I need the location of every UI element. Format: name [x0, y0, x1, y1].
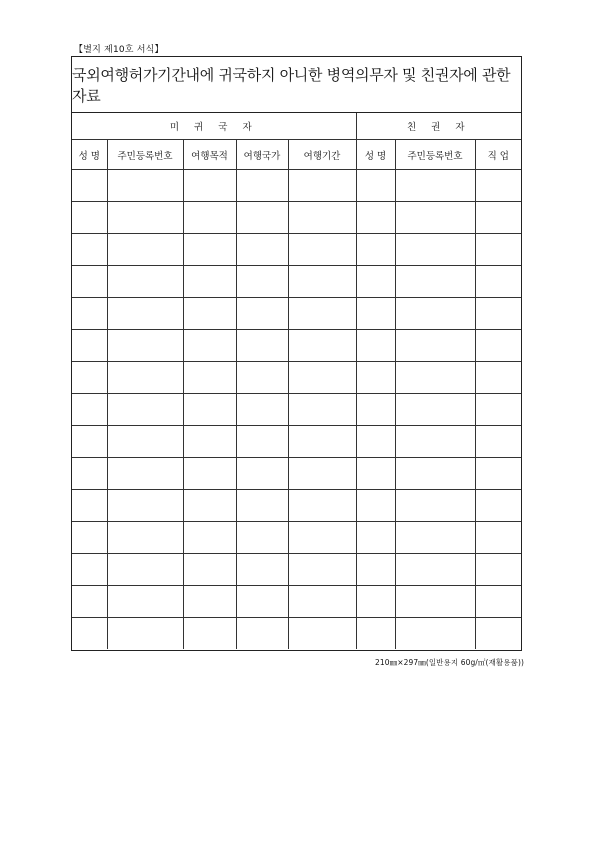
cell-name[interactable] — [72, 330, 107, 362]
cell-occupation[interactable] — [475, 618, 521, 650]
cell-guardian-name[interactable] — [356, 234, 395, 266]
table-row — [72, 330, 521, 362]
cell-guardian-name[interactable] — [356, 522, 395, 554]
cell-name[interactable] — [72, 618, 107, 650]
cell-resident-number[interactable] — [107, 266, 183, 298]
cell-guardian-resident-number[interactable] — [395, 234, 475, 266]
table-row — [72, 362, 521, 394]
cell-travel-period[interactable] — [288, 394, 356, 426]
cell-name[interactable] — [72, 362, 107, 394]
cell-guardian-resident-number[interactable] — [395, 522, 475, 554]
cell-travel-period[interactable] — [288, 618, 356, 650]
col-header-resident-number: 주민등록번호 — [107, 140, 183, 170]
table-row — [72, 234, 521, 266]
column-header-row — [72, 140, 521, 170]
cell-name[interactable] — [72, 554, 107, 586]
cell-guardian-resident-number[interactable] — [395, 170, 475, 202]
cell-resident-number[interactable] — [107, 362, 183, 394]
cell-resident-number[interactable] — [107, 618, 183, 650]
cell-name[interactable] — [72, 458, 107, 490]
table-row — [72, 458, 521, 490]
cell-occupation[interactable] — [475, 298, 521, 330]
cell-travel-purpose[interactable] — [183, 394, 236, 426]
cell-resident-number[interactable] — [107, 298, 183, 330]
cell-travel-period[interactable] — [288, 266, 356, 298]
cell-resident-number[interactable] — [107, 330, 183, 362]
col-header-travel-period: 여행기간 — [288, 140, 356, 170]
cell-travel-country[interactable] — [236, 362, 288, 394]
cell-occupation[interactable] — [475, 330, 521, 362]
table-row — [72, 490, 521, 522]
cell-guardian-name[interactable] — [356, 458, 395, 490]
cell-occupation[interactable] — [475, 170, 521, 202]
cell-occupation[interactable] — [475, 522, 521, 554]
cell-travel-purpose[interactable] — [183, 490, 236, 522]
cell-occupation[interactable] — [475, 266, 521, 298]
cell-name[interactable] — [72, 394, 107, 426]
cell-travel-purpose[interactable] — [183, 618, 236, 650]
cell-travel-period[interactable] — [288, 234, 356, 266]
cell-occupation[interactable] — [475, 362, 521, 394]
cell-guardian-name[interactable] — [356, 426, 395, 458]
cell-guardian-name[interactable] — [356, 202, 395, 234]
cell-travel-period[interactable] — [288, 458, 356, 490]
col-header-name: 성 명 — [72, 140, 107, 170]
table-row — [72, 202, 521, 234]
cell-travel-period[interactable] — [288, 586, 356, 618]
cell-travel-period[interactable] — [288, 170, 356, 202]
cell-resident-number[interactable] — [107, 394, 183, 426]
cell-travel-country[interactable] — [236, 234, 288, 266]
cell-occupation[interactable] — [475, 394, 521, 426]
cell-occupation[interactable] — [475, 426, 521, 458]
cell-guardian-resident-number[interactable] — [395, 458, 475, 490]
cell-travel-purpose[interactable] — [183, 202, 236, 234]
cell-name[interactable] — [72, 522, 107, 554]
cell-guardian-name[interactable] — [356, 330, 395, 362]
cell-guardian-name[interactable] — [356, 170, 395, 202]
cell-occupation[interactable] — [475, 234, 521, 266]
table-row — [72, 394, 521, 426]
cell-resident-number[interactable] — [107, 234, 183, 266]
cell-travel-purpose[interactable] — [183, 522, 236, 554]
cell-name[interactable] — [72, 298, 107, 330]
table-row — [72, 586, 521, 618]
cell-travel-purpose[interactable] — [183, 426, 236, 458]
col-header-guardian-resident-number: 주민등록번호 — [395, 140, 475, 170]
cell-travel-purpose[interactable] — [183, 234, 236, 266]
table-row — [72, 522, 521, 554]
group-header-unreturned: 미 귀 국 자 — [72, 113, 356, 140]
data-table — [72, 113, 521, 649]
table-row — [72, 298, 521, 330]
cell-occupation[interactable] — [475, 202, 521, 234]
cell-guardian-resident-number[interactable] — [395, 426, 475, 458]
cell-resident-number[interactable] — [107, 202, 183, 234]
cell-name[interactable] — [72, 586, 107, 618]
cell-travel-country[interactable] — [236, 490, 288, 522]
paper-spec-footer: 210㎜×297㎜(일반용지 60g/㎡(재활용품)) — [375, 658, 524, 667]
group-header-guardian: 친 권 자 — [356, 113, 521, 140]
form-title: 국외여행허가기간내에 귀국하지 아니한 병역의무자 및 친권자에 관한 자료 — [72, 57, 521, 113]
cell-name[interactable] — [72, 426, 107, 458]
form-sheet — [71, 56, 522, 651]
cell-guardian-name[interactable] — [356, 298, 395, 330]
cell-guardian-resident-number[interactable] — [395, 490, 475, 522]
cell-guardian-name[interactable] — [356, 586, 395, 618]
cell-guardian-name[interactable] — [356, 490, 395, 522]
cell-guardian-name[interactable] — [356, 554, 395, 586]
cell-travel-country[interactable] — [236, 298, 288, 330]
group-header-row — [72, 113, 521, 140]
cell-resident-number[interactable] — [107, 586, 183, 618]
cell-travel-purpose[interactable] — [183, 458, 236, 490]
cell-travel-country[interactable] — [236, 394, 288, 426]
cell-travel-country[interactable] — [236, 170, 288, 202]
table-row — [72, 618, 521, 650]
cell-travel-country[interactable] — [236, 266, 288, 298]
cell-guardian-resident-number[interactable] — [395, 266, 475, 298]
cell-name[interactable] — [72, 170, 107, 202]
cell-guardian-name[interactable] — [356, 394, 395, 426]
cell-name[interactable] — [72, 266, 107, 298]
cell-guardian-resident-number[interactable] — [395, 330, 475, 362]
cell-name[interactable] — [72, 490, 107, 522]
col-header-travel-country: 여행국가 — [236, 140, 288, 170]
cell-resident-number[interactable] — [107, 458, 183, 490]
cell-travel-purpose[interactable] — [183, 266, 236, 298]
cell-guardian-resident-number[interactable] — [395, 362, 475, 394]
cell-travel-period[interactable] — [288, 202, 356, 234]
cell-name[interactable] — [72, 234, 107, 266]
cell-travel-country[interactable] — [236, 202, 288, 234]
cell-travel-period[interactable] — [288, 362, 356, 394]
cell-travel-period[interactable] — [288, 426, 356, 458]
cell-travel-purpose[interactable] — [183, 586, 236, 618]
cell-resident-number[interactable] — [107, 554, 183, 586]
col-header-travel-purpose: 여행목적 — [183, 140, 236, 170]
cell-travel-country[interactable] — [236, 618, 288, 650]
table-row — [72, 266, 521, 298]
cell-travel-country[interactable] — [236, 330, 288, 362]
cell-guardian-name[interactable] — [356, 362, 395, 394]
col-header-occupation: 직 업 — [475, 140, 521, 170]
cell-travel-country[interactable] — [236, 522, 288, 554]
cell-guardian-resident-number[interactable] — [395, 202, 475, 234]
cell-guardian-resident-number[interactable] — [395, 298, 475, 330]
cell-travel-period[interactable] — [288, 554, 356, 586]
cell-resident-number[interactable] — [107, 522, 183, 554]
cell-guardian-name[interactable] — [356, 266, 395, 298]
cell-travel-country[interactable] — [236, 458, 288, 490]
cell-guardian-resident-number[interactable] — [395, 586, 475, 618]
cell-guardian-resident-number[interactable] — [395, 618, 475, 650]
col-header-guardian-name: 성 명 — [356, 140, 395, 170]
cell-occupation[interactable] — [475, 490, 521, 522]
cell-travel-purpose[interactable] — [183, 554, 236, 586]
cell-travel-country[interactable] — [236, 426, 288, 458]
cell-resident-number[interactable] — [107, 426, 183, 458]
cell-travel-period[interactable] — [288, 330, 356, 362]
cell-guardian-resident-number[interactable] — [395, 554, 475, 586]
cell-travel-purpose[interactable] — [183, 362, 236, 394]
cell-name[interactable] — [72, 202, 107, 234]
cell-travel-period[interactable] — [288, 298, 356, 330]
table-row — [72, 170, 521, 202]
cell-travel-purpose[interactable] — [183, 170, 236, 202]
table-row — [72, 554, 521, 586]
cell-guardian-name[interactable] — [356, 618, 395, 650]
cell-resident-number[interactable] — [107, 170, 183, 202]
cell-occupation[interactable] — [475, 458, 521, 490]
cell-travel-period[interactable] — [288, 522, 356, 554]
cell-occupation[interactable] — [475, 554, 521, 586]
cell-travel-purpose[interactable] — [183, 330, 236, 362]
cell-travel-purpose[interactable] — [183, 298, 236, 330]
table-row — [72, 426, 521, 458]
form-label: 【별지 제10호 서식】 — [74, 45, 164, 55]
cell-guardian-resident-number[interactable] — [395, 394, 475, 426]
cell-travel-country[interactable] — [236, 554, 288, 586]
cell-travel-period[interactable] — [288, 490, 356, 522]
cell-resident-number[interactable] — [107, 490, 183, 522]
cell-occupation[interactable] — [475, 586, 521, 618]
cell-travel-country[interactable] — [236, 586, 288, 618]
